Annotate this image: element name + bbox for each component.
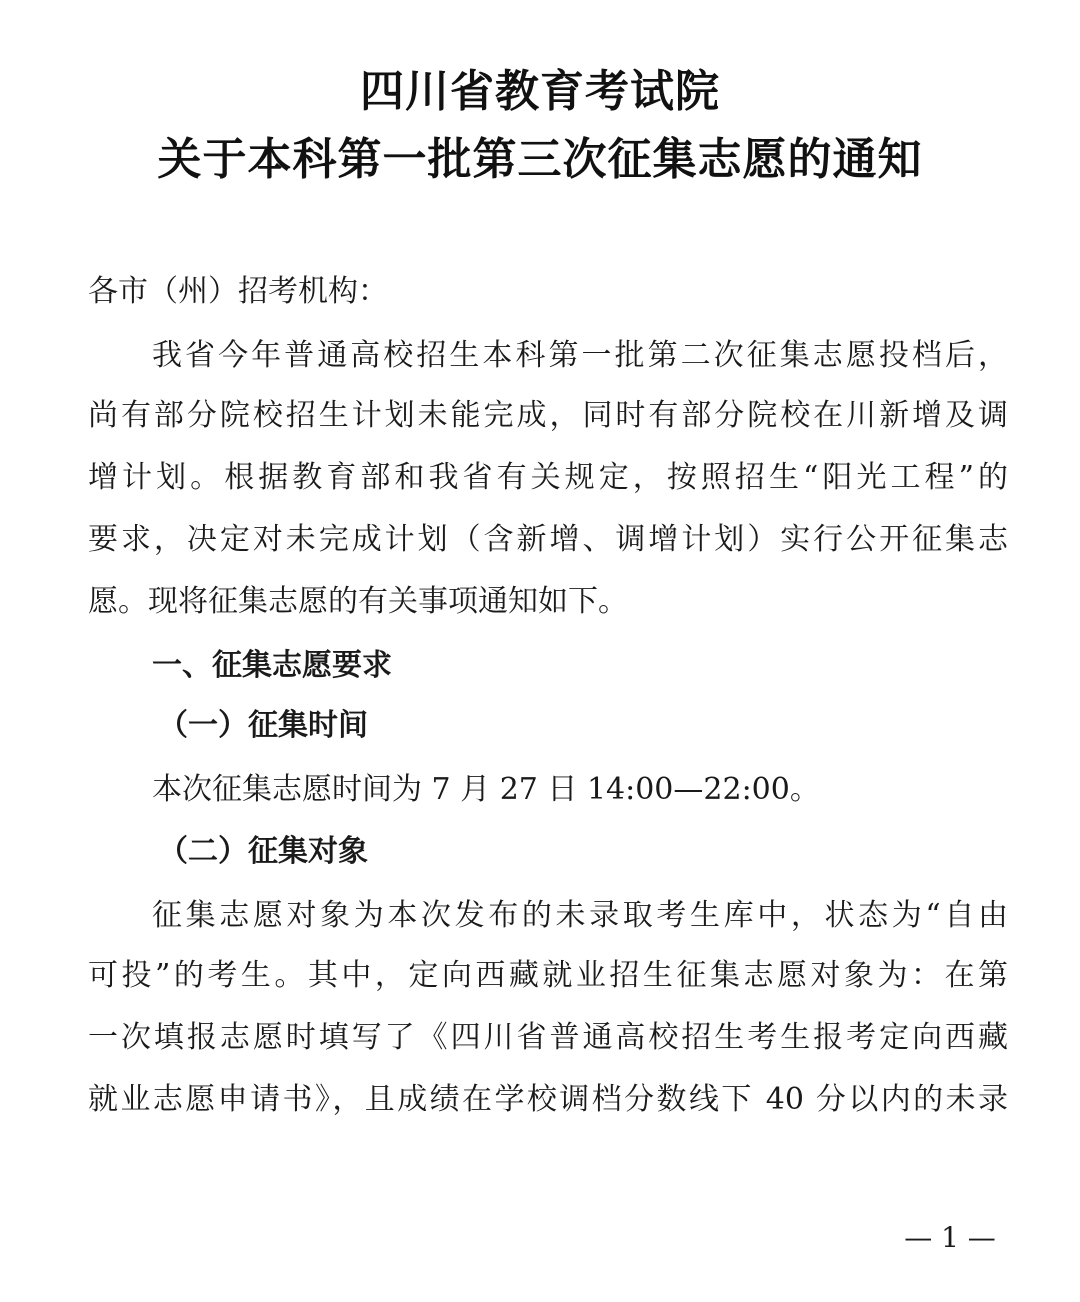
page-number: — 1 — bbox=[904, 1221, 996, 1254]
document-title-line-2: 关于本科第一批第三次征集志愿的通知 bbox=[157, 134, 923, 185]
section-1-heading: 一、征集志愿要求 bbox=[152, 648, 392, 683]
paragraph-1-line-5: 愿。现将征集志愿的有关事项通知如下。 bbox=[88, 584, 628, 619]
salutation: 各市（州）招考机构： bbox=[88, 274, 388, 309]
subsection-1-heading: （一）征集时间 bbox=[158, 708, 368, 743]
paragraph-2-line-2: 可投”的考生。其中，定向西藏就业招生征集志愿对象为：在第 bbox=[88, 958, 1008, 993]
paragraph-1-line-1: 我省今年普通高校招生本科第一批第二次征集志愿投档后， bbox=[152, 338, 1008, 373]
subsection-2-heading: （二）征集对象 bbox=[158, 834, 368, 869]
subsection-1-text: 本次征集志愿时间为 7 月 27 日 14:00—22:00。 bbox=[152, 772, 820, 807]
paragraph-1-line-2: 尚有部分院校招生计划未能完成，同时有部分院校在川新增及调 bbox=[88, 398, 1008, 433]
paragraph-2-line-4: 就业志愿申请书》，且成绩在学校调档分数线下 40 分以内的未录 bbox=[88, 1082, 1008, 1117]
paragraph-2-line-1: 征集志愿对象为本次发布的未录取考生库中，状态为“自由 bbox=[152, 898, 1008, 933]
document-title-line-1: 四川省教育考试院 bbox=[360, 66, 720, 117]
paragraph-1-line-3: 增计划。根据教育部和我省有关规定，按照招生“阳光工程”的 bbox=[88, 460, 1008, 495]
paragraph-1-line-4: 要求，决定对未完成计划（含新增、调增计划）实行公开征集志 bbox=[88, 522, 1008, 557]
paragraph-2-line-3: 一次填报志愿时填写了《四川省普通高校招生考生报考定向西藏 bbox=[88, 1020, 1008, 1055]
